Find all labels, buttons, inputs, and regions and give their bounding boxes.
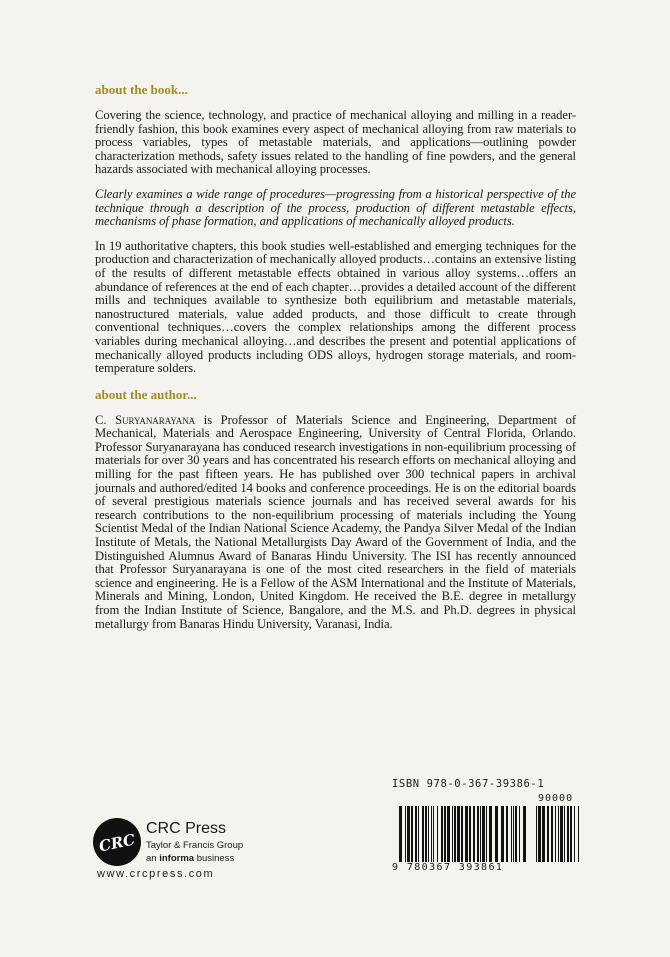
isbn-barcode-block <box>392 778 592 882</box>
barcode-icon <box>397 806 527 862</box>
crc-logo-text: CRC <box>97 830 137 856</box>
publisher-business: an informa business <box>146 853 235 864</box>
barcode-addon-icon <box>534 806 582 862</box>
barcode-digits: 9 780367 393861 <box>392 862 504 873</box>
publisher-url[interactable]: www.crcpress.com <box>97 868 215 880</box>
author-bio <box>95 414 576 632</box>
about-book-heading: about the book... <box>95 82 188 97</box>
informa-brand: informa <box>159 853 195 864</box>
book-description: Covering the science, technology, and practice of mechanical alloying and milling in a reader-friendly fashion, this book examines every aspect of mechanical alloying from raw materials to process variables, types of metastable materials, and applications—outlining powder characterization methods, safety issues related to the handling of fine powders, and the general hazards associated with mechanical alloying processes. <box>95 108 576 177</box>
author-name: C. Suryanarayana <box>95 412 196 427</box>
book-chapters-description: In 19 authoritative chapters, this book studies well-established and emerging techniques for the production and characterization of mechanically alloyed products…contains an extensive listing of the results of different metastable effects obtained in various alloy systems…offers an abundance of references at the end of each chapter…provides a detailed account of the different mills and techniques available to synthesize both equilibrium and metastable materials, nanostructured materials, value added products, and those difficult to create through conventional techniques…covers the complex relationships among the different process variables during mechanical alloying…and describes the present and potential applications of mechanically alloyed products including ODS alloys, hydrogen storage materials, and room-temperature solders. <box>95 238 576 376</box>
isbn-label: ISBN 978-0-367-39386-1 <box>392 778 545 790</box>
publisher-name: CRC Press <box>146 820 227 837</box>
main-text <box>95 82 576 642</box>
publisher-group: Taylor & Francis Group <box>146 840 244 851</box>
about-author-heading: about the author... <box>95 386 197 402</box>
book-summary-italic: Clearly examines a wide range of procedures—progressing from a historical perspective of the technique through a description of the process, production of different metastable effects, mechanisms of phase formation, and applications of mechanically alloyed products. <box>95 186 576 229</box>
price-addon-digits: 90000 <box>538 793 574 804</box>
crc-logo <box>93 818 141 866</box>
author-bio-text: is Professor of Materials Science and Engineering, Department of Mechanical, Materials and Aerospace Engineering, University of Central Florida, Orlando. Professor Suryanarayana has conduced research investigations in non-equilibrium processing of materials for over 30 years and has concentrated his research efforts on mechanical alloying and milling for the past fifteen years. He has published over 300 technical papers in archival journals and authored/edited 14 books and conference proceedings. He is on the editorial boards of several prestigious materials science journals and has received several awards for his research contributions to the non-equilibrium processing of materials including the Young Scientist Medal of the Indian National Science Academy, the Pandya Silver Medal of the Indian Institute of Metals, the National Metallurgists Day Award of the Government of India, and the Distinguished Alumnus Award of Banaras Hindu University. The ISI has recently announced that Professor Suryanarayana is one of the most cited researchers in the field of materials science and engineering. He is a Fellow of the ASM International and the Institute of Materials, Minerals and Mining, London, United Kingdom. He received the B.E. degree in metallurgy from the Indian Institute of Science, Bangalore, and the M.S. and Ph.D. degrees in physical metallurgy from Banaras Hindu University, Varanasi, India. <box>95 412 576 631</box>
